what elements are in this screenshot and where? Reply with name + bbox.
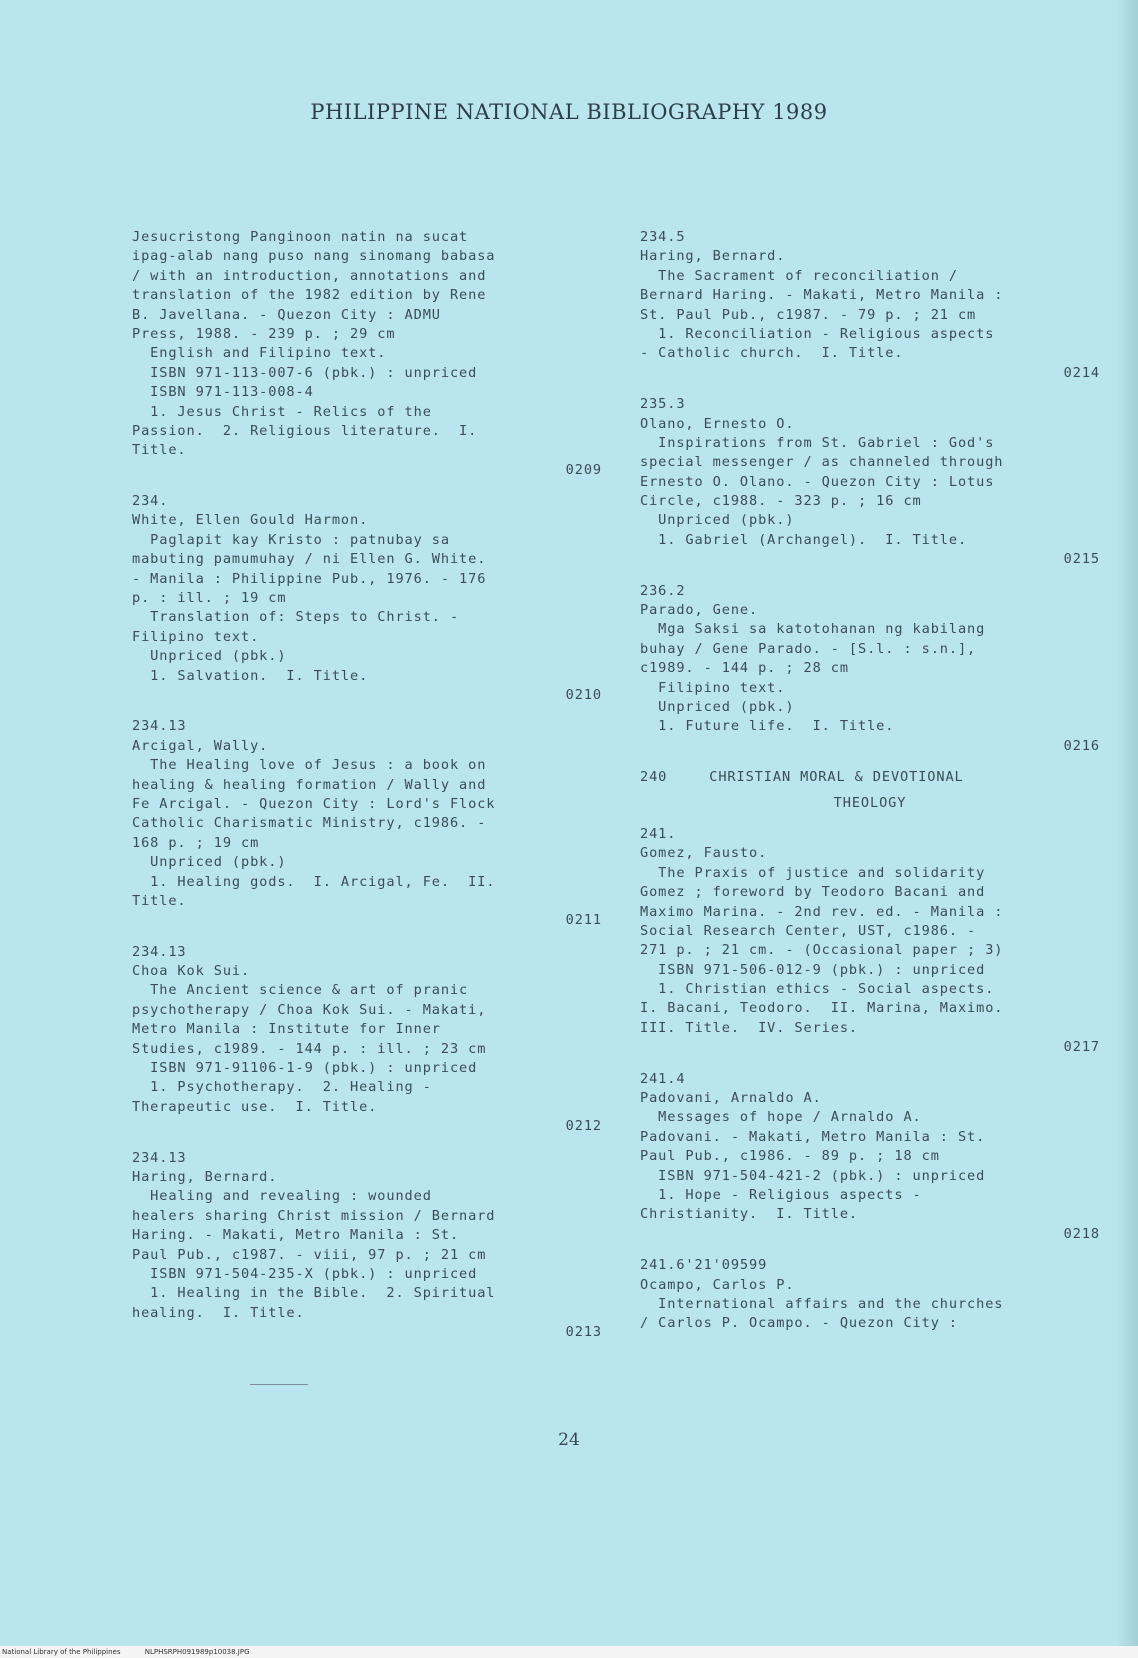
entry-line: International affairs and the churches [640, 1295, 1004, 1312]
section-title: CHRISTIAN MORAL & DEVOTIONAL [709, 769, 964, 786]
entry-line: / with an introduction, annotations and [132, 267, 487, 284]
entry-line: Bernard Haring. - Makati, Metro Manila : [640, 287, 1004, 304]
scan-footer [0, 1646, 1138, 1658]
entry-line: Paul Pub., c1986. - 89 p. ; 18 cm [640, 1148, 940, 1165]
entry-number: 0209 [565, 461, 602, 478]
entry-line: I. Bacani, Teodoro. II. Marina, Maximo. [640, 1000, 1004, 1017]
entry-line: 1. Christian ethics - Social aspects. [640, 981, 995, 998]
entry-line: 1. Healing in the Bible. 2. Spiritual [132, 1285, 496, 1302]
entry-line: Parado, Gene. [640, 602, 759, 619]
entry-line: Title. [132, 442, 187, 459]
entry-number: 0214 [1063, 364, 1100, 381]
section-code: 240 [640, 769, 668, 786]
page-number: 24 [558, 1430, 580, 1450]
entry-number: 0217 [1063, 1039, 1100, 1056]
entry-line: Title. [132, 892, 187, 909]
entry-number: 0216 [1063, 737, 1100, 754]
entry-line: Mga Saksi sa katotohanan ng kabilang [640, 621, 986, 638]
footer-filename: NLPHSRPH091989p10038.JPG [144, 1648, 250, 1656]
entry-line: c1989. - 144 p. ; 28 cm [640, 660, 849, 677]
entry-line: Ocampo, Carlos P. [640, 1276, 795, 1293]
entry-line: Choa Kok Sui. [132, 963, 251, 980]
entry-line: The Sacrament of reconciliation / [640, 267, 958, 284]
entry-line: psychotherapy / Choa Kok Sui. - Makati, [132, 1001, 487, 1018]
entry-line: mabuting pamumuhay / ni Ellen G. White. [132, 551, 487, 568]
entry-line: Filipino text. [640, 679, 786, 696]
entry-line: 234.5 [640, 229, 686, 245]
entry-line: Gomez, Fausto. [640, 845, 768, 862]
entry-line: special messenger / as channeled through [640, 454, 1004, 471]
entry-line: Metro Manila : Institute for Inner [132, 1021, 441, 1038]
entry-line: 1. Future life. I. Title. [640, 718, 895, 735]
entry-line: 168 p. ; 19 cm [132, 834, 260, 851]
entry-line: St. Paul Pub., c1987. - 79 p. ; 21 cm [640, 306, 977, 323]
entry-number: 0215 [1063, 551, 1100, 568]
entry-line: healers sharing Christ mission / Bernard [132, 1207, 496, 1224]
entry-line: Healing and revealing : wounded [132, 1188, 432, 1205]
entry-line: Unpriced (pbk.) [640, 698, 795, 715]
entry-line: 241.4 [640, 1070, 686, 1087]
bibliography-entry [132, 943, 602, 1137]
bibliography-entry [640, 1070, 1100, 1245]
entry-line: - Manila : Philippine Pub., 1976. - 176 [132, 570, 487, 587]
entry-line: ISBN 971-91106-1-9 (pbk.) : unpriced [132, 1060, 478, 1077]
entry-line: Therapeutic use. I. Title. [132, 1098, 378, 1115]
entry-line: ipag-alab nang puso nang sinomang babasa [132, 248, 496, 265]
bibliography-entry [640, 582, 1100, 757]
entry-line: Maximo Marina. - 2nd rev. ed. - Manila : [640, 903, 1004, 920]
entry-line: Arcigal, Wally. [132, 737, 269, 754]
entry-line: buhay / Gene Parado. - [S.l. : s.n.], [640, 640, 977, 657]
entry-line: Unpriced (pbk.) [640, 512, 795, 529]
bibliography-entry [132, 228, 602, 480]
entry-line: Christianity. I. Title. [640, 1206, 859, 1223]
entry-line: ISBN 971-506-012-9 (pbk.) : unpriced [640, 961, 986, 978]
entry-line: 234.13 [132, 1149, 187, 1166]
entry-line: Catholic Charismatic Ministry, c1986. - [132, 815, 487, 832]
entry-line: 271 p. ; 21 cm. - (Occasional paper ; 3) [640, 942, 1004, 959]
entry-line: Passion. 2. Religious literature. I. [132, 422, 478, 439]
entry-line: 241. [640, 825, 677, 842]
entry-line: Press, 1988. - 239 p. ; 29 cm [132, 325, 396, 342]
bibliography-entry [132, 492, 602, 705]
entry-line: 235.3 [640, 396, 686, 413]
entry-line: 1. Gabriel (Archangel). I. Title. [640, 531, 968, 548]
entry-line: Gomez ; foreword by Teodoro Bacani and [640, 884, 986, 901]
entry-line: Olano, Ernesto O. [640, 415, 795, 432]
entry-line: III. Title. IV. Series. [640, 1019, 859, 1036]
entry-number: 0218 [1063, 1225, 1100, 1242]
entry-line: Fe Arcigal. - Quezon City : Lord's Flock [132, 795, 496, 812]
entry-line: 1. Psychotherapy. 2. Healing - [132, 1079, 432, 1096]
entry-number: 0213 [565, 1324, 602, 1341]
entry-line: 234. [132, 493, 169, 510]
entry-line: 1. Reconciliation - Religious aspects [640, 325, 995, 342]
section-subtitle: THEOLOGY [833, 794, 907, 811]
entry-line: Unpriced (pbk.) [132, 648, 287, 665]
entry-line: The Ancient science & art of pranic [132, 982, 469, 999]
entry-line: Padovani, Arnaldo A. [640, 1090, 822, 1107]
entry-line: White, Ellen Gould Harmon. [132, 512, 369, 529]
entry-line: Circle, c1988. - 323 p. ; 16 cm [640, 493, 922, 510]
entry-line: Studies, c1989. - 144 p. : ill. ; 23 cm [132, 1040, 487, 1057]
entry-line: Messages of hope / Arnaldo A. [640, 1109, 922, 1126]
entry-line: Inspirations from St. Gabriel : God's [640, 434, 995, 451]
bibliography-entry [132, 1149, 602, 1343]
entry-line: Haring. - Makati, Metro Manila : St. [132, 1227, 460, 1244]
entry-line: 241.6'21'09599 [640, 1257, 768, 1274]
bibliography-entry [640, 1256, 1100, 1334]
entry-line: 234.13 [132, 718, 187, 735]
entry-line: Jesucristong Panginoon natin na sucat [132, 229, 469, 245]
entry-line: Haring, Bernard. [132, 1168, 278, 1185]
entry-line: 1. Healing gods. I. Arcigal, Fe. II. [132, 873, 496, 890]
footer-library: National Library of the Philippines [2, 1648, 121, 1656]
entry-line: The Praxis of justice and solidarity [640, 864, 986, 881]
entry-line: Ernesto O. Olano. - Quezon City : Lotus [640, 473, 995, 490]
entry-line: ISBN 971-504-421-2 (pbk.) : unpriced [640, 1167, 986, 1184]
entry-number: 0210 [565, 686, 602, 703]
bibliography-entry [640, 395, 1100, 570]
entry-line: ISBN 971-113-008-4 [132, 384, 314, 401]
entry-line: 1. Hope - Religious aspects - [640, 1186, 922, 1203]
entry-line: Filipino text. [132, 628, 260, 645]
entry-number: 0211 [565, 912, 602, 929]
entry-number: 0212 [565, 1118, 602, 1135]
bibliography-entry [640, 825, 1100, 1058]
entry-line: healing & healing formation / Wally and [132, 776, 487, 793]
left-column [132, 228, 602, 1354]
entry-line: Unpriced (pbk.) [132, 854, 287, 871]
right-column [640, 228, 1100, 1346]
entry-line: Paglapit kay Kristo : patnubay sa [132, 531, 450, 548]
entry-line: ISBN 971-113-007-6 (pbk.) : unpriced [132, 364, 478, 381]
entry-line: Haring, Bernard. [640, 248, 786, 265]
entry-line: Social Research Center, UST, c1986. - [640, 922, 977, 939]
page-edge-shadow [1116, 0, 1138, 1646]
entry-line: Paul Pub., c1987. - viii, 97 p. ; 21 cm [132, 1246, 487, 1263]
entry-line: 236.2 [640, 582, 686, 599]
entry-line: 1. Jesus Christ - Relics of the [132, 403, 432, 420]
entry-line: - Catholic church. I. Title. [640, 345, 904, 362]
entry-line: Translation of: Steps to Christ. - [132, 609, 460, 626]
entry-line: English and Filipino text. [132, 345, 387, 362]
entry-line: healing. I. Title. [132, 1304, 305, 1321]
bibliography-entry [640, 228, 1100, 383]
entry-line: 1. Salvation. I. Title. [132, 667, 369, 684]
entry-line: p. : ill. ; 19 cm [132, 590, 287, 607]
entry-line: 234.13 [132, 943, 187, 960]
entry-line: translation of the 1982 edition by Rene [132, 287, 487, 304]
bibliography-entry [132, 717, 602, 930]
entry-line: Padovani. - Makati, Metro Manila : St. [640, 1128, 986, 1145]
page-title: PHILIPPINE NATIONAL BIBLIOGRAPHY 1989 [310, 100, 828, 124]
section-heading-line [640, 768, 1100, 787]
section-heading [640, 768, 1100, 813]
entry-line: / Carlos P. Ocampo. - Quezon City : [640, 1315, 958, 1332]
divider-rule [250, 1384, 308, 1385]
entry-line: B. Javellana. - Quezon City : ADMU [132, 306, 441, 323]
entry-line: ISBN 971-504-235-X (pbk.) : unpriced [132, 1265, 478, 1282]
entry-line: The Healing love of Jesus : a book on [132, 757, 487, 774]
